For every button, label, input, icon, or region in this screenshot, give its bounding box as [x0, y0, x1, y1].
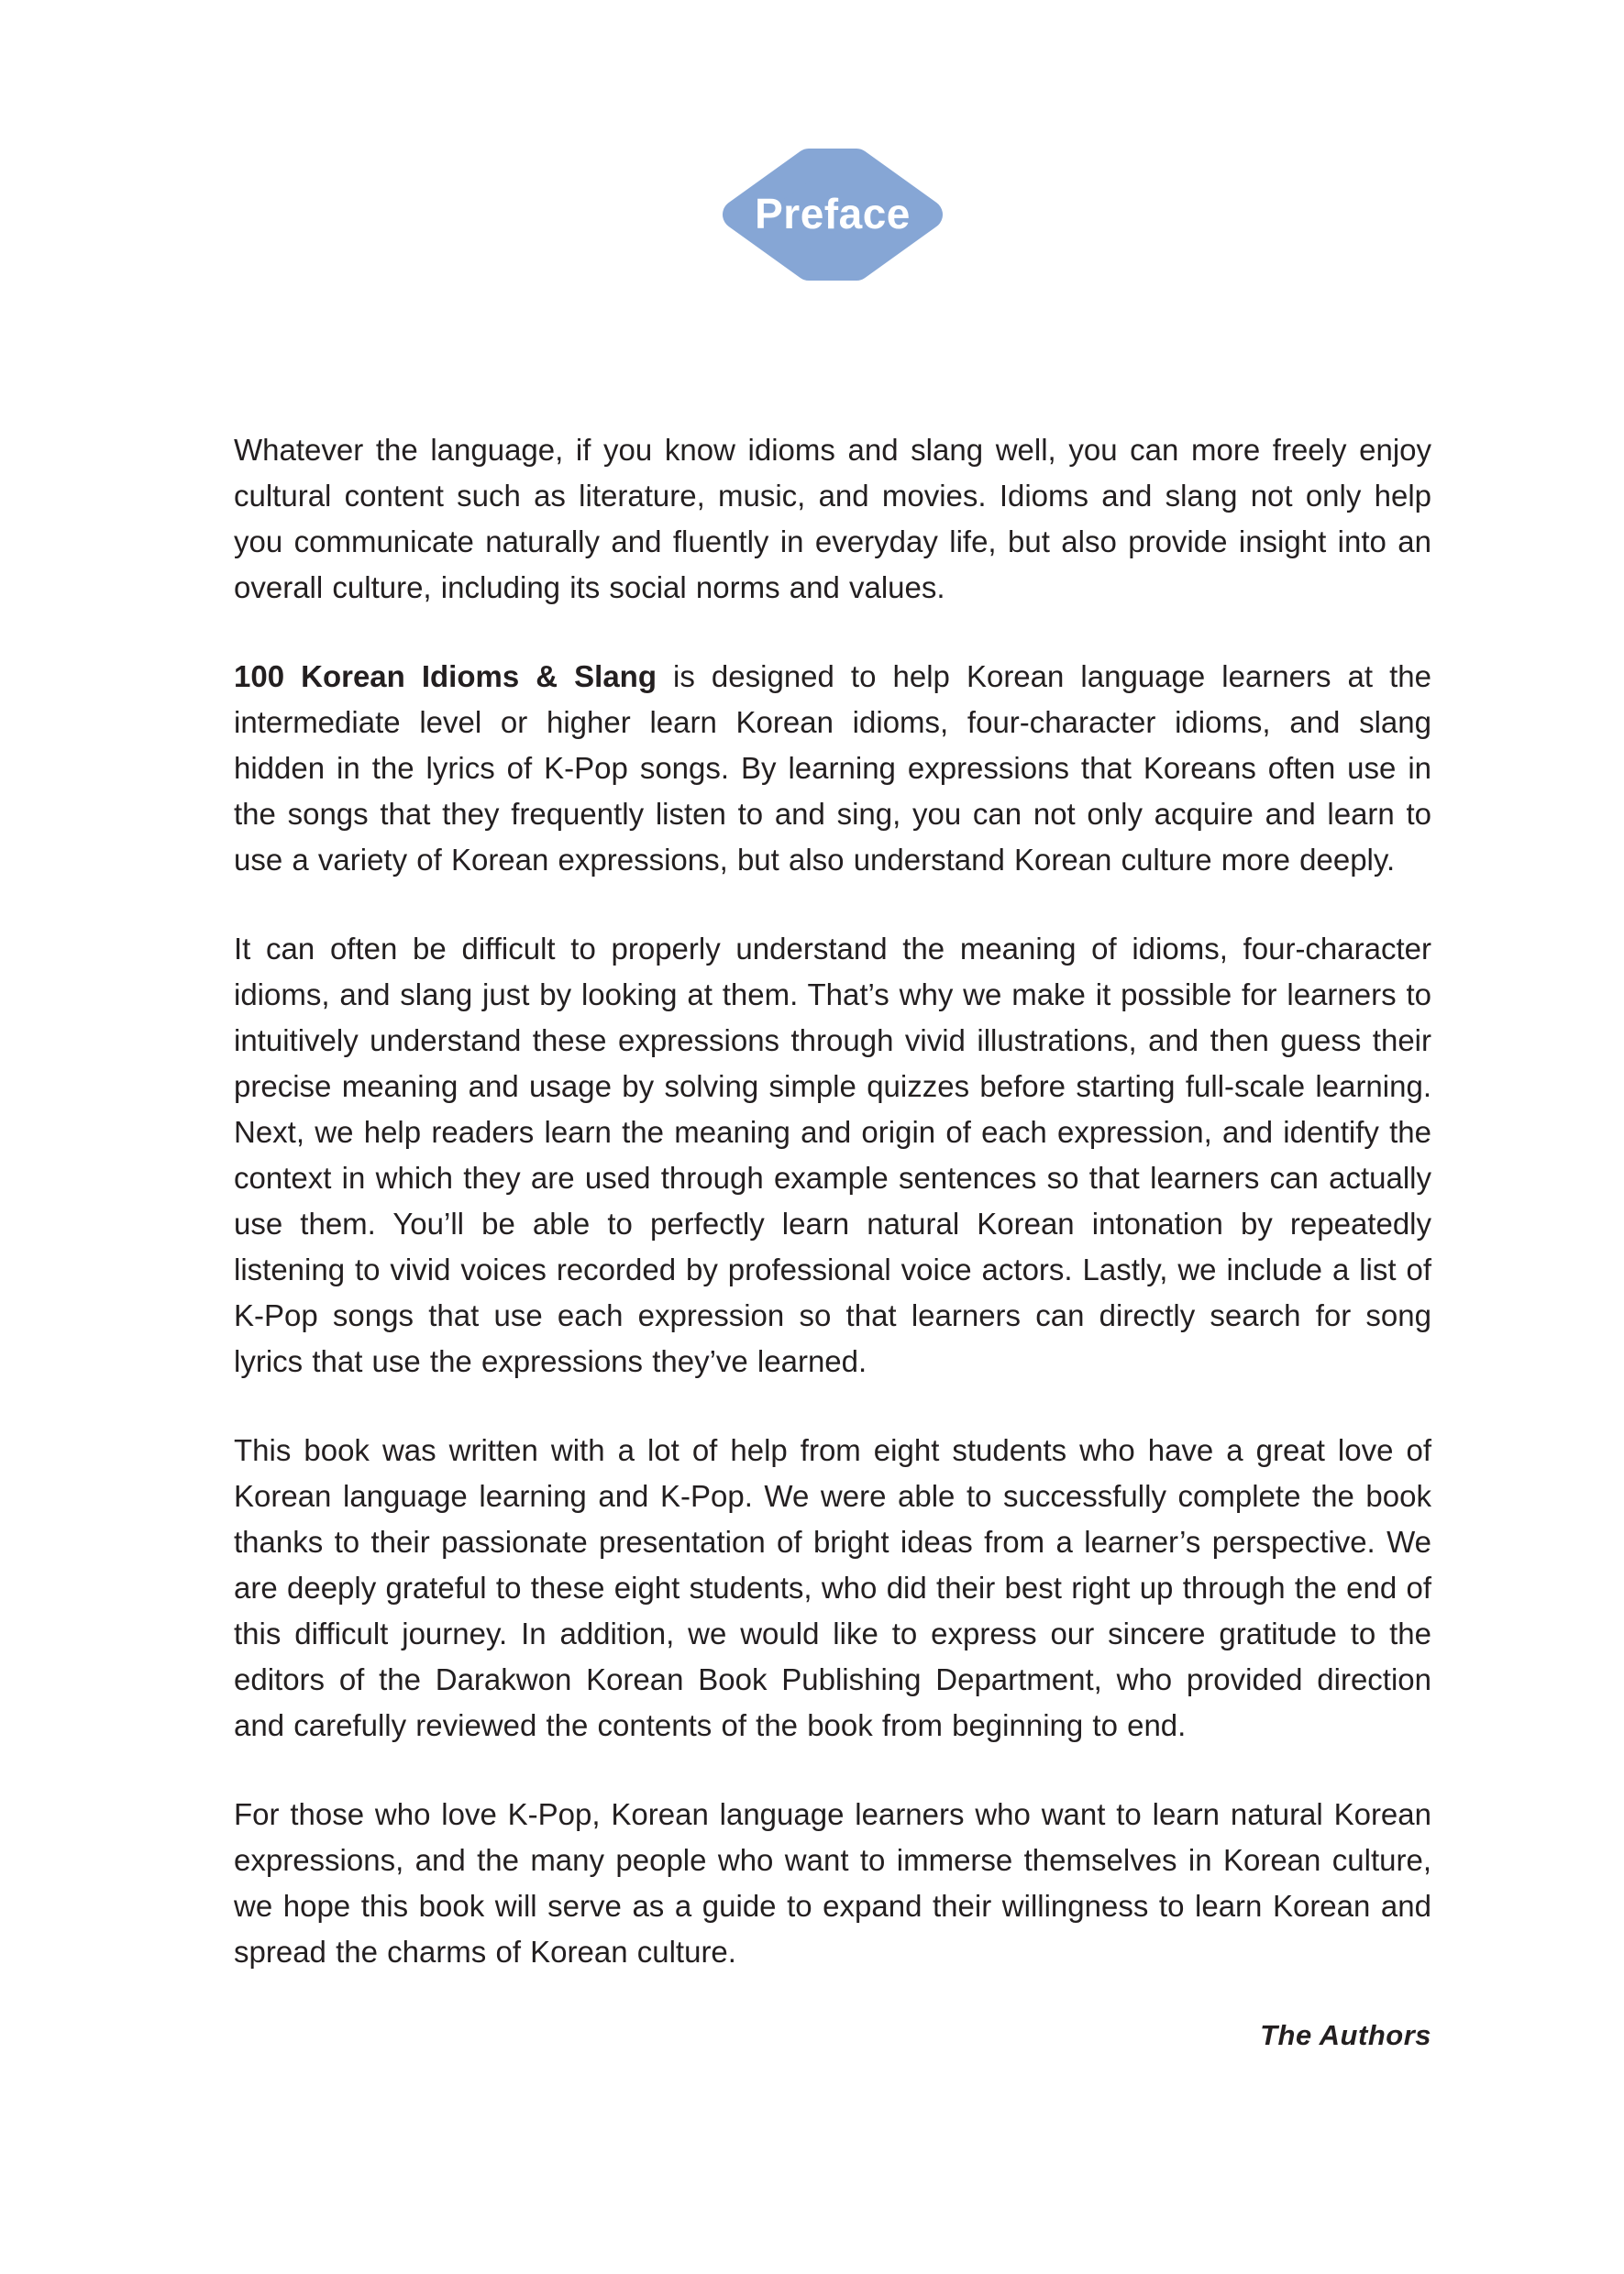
preface-paragraph-5 — [234, 1792, 1431, 1975]
preface-content-column — [234, 0, 1431, 2053]
paragraph-1-text: Whatever the language, if you know idioms and slang well, you can more freely enjoy cultural content such as literature, music, and movies. Idioms and slang not only help you communicate naturally and fluently in everyday life, but also provide insight into an overall culture, including its social norms and values. — [234, 433, 1431, 604]
preface-paragraph-3 — [234, 926, 1431, 1385]
preface-paragraph-4 — [234, 1428, 1431, 1749]
preface-badge — [723, 145, 943, 284]
preface-paragraph-1 — [234, 427, 1431, 611]
paragraph-4-text: This book was written with a lot of help from eight students who have a great love of Korean language learning and K-Pop. We were able to successfully complete the book thanks to their passionate presentation of bright ideas from a learner’s perspective. We are deeply grateful to these eight students, who did their best right up through the end of this difficult journey. In addition, we would like to express our sincere gratitude to the editors of the Darakwon Korean Book Publishing Department, who provided direction and carefully reviewed the contents of the book from beginning to end. — [234, 1433, 1431, 1742]
paragraph-3-text: It can often be difficult to properly understand the meaning of idioms, four-character idioms, and slang just by looking at them. That’s why we make it possible for learners to intuitively understand these expressions through vivid illustrations, and then guess their precise meaning and usage by solving simple quizzes before starting full-scale learning. Next, we help readers learn the meaning and origin of each expression, and identify the context in which they are used through example sentences so that learners can actually use them. You’ll be able to perfectly learn natural Korean intonation by repeatedly listening to vivid voices recorded by professional voice actors. Lastly, we include a list of K-Pop songs that use each expression so that learners can directly search for song lyrics that use the expressions they’ve learned. — [234, 932, 1431, 1378]
book-title-bold: 100 Korean Idioms & Slang — [234, 659, 657, 693]
preface-badge-label: Preface — [755, 190, 911, 237]
paragraph-2-text: is designed to help Korean language learners at the intermediate level or higher learn Korean idioms, four-character idioms, and slang hidden in the lyrics of K-Pop songs. By learning expressions that Koreans often use in the songs that they frequently listen to and sing, you can not only acquire and learn to use a variety of Korean expressions, but also understand Korean culture more deeply. — [234, 659, 1431, 877]
preface-paragraph-2 — [234, 654, 1431, 883]
authors-signature: The Authors — [1260, 2019, 1431, 2051]
paragraph-5-text: For those who love K-Pop, Korean language learners who want to learn natural Korean expressions, and the many people who want to immerse themselves in Korean culture, we hope this book will serve as a guide to expand their willingness to learn Korean and spread the charms of Korean culture. — [234, 1797, 1431, 1969]
